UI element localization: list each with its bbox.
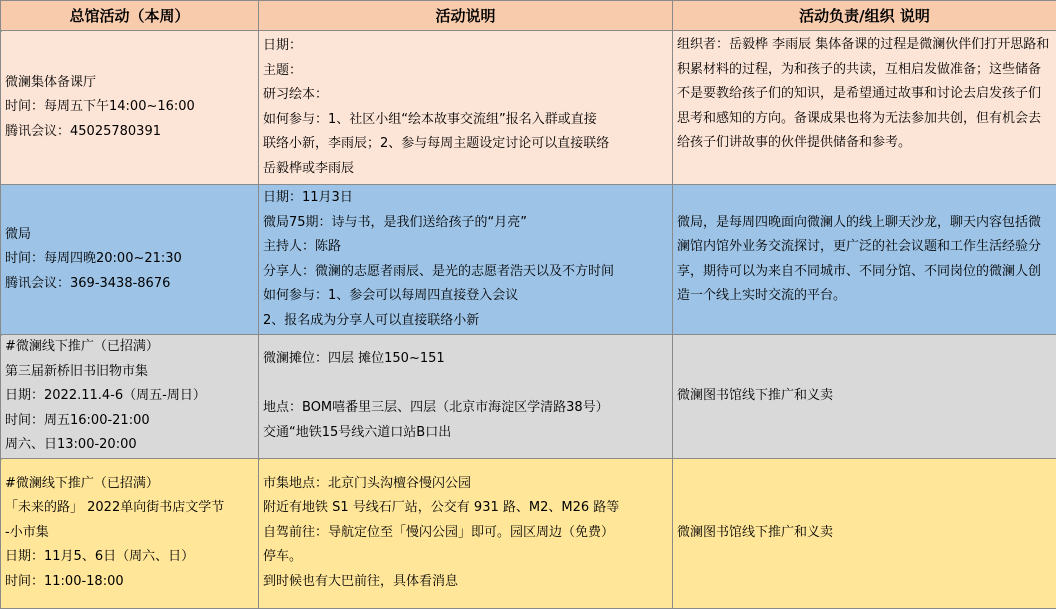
table-row (1, 31, 1056, 185)
table-row (1, 458, 1056, 608)
cell-line: 停车。 (263, 545, 668, 570)
cell-text: 微澜图书馆线下推广和义卖 (677, 388, 833, 403)
cell-line: 微澜集体备课厅 (5, 71, 254, 96)
cell-line: 地点：BOM嘻番里三层、四层（北京市海淀区学清路38号） (263, 396, 668, 421)
cell-line: 市集地点：北京门头沟檀谷慢闪公园 (263, 472, 668, 497)
cell-line: 「未来的路」 2022单向街书店文学节 (5, 496, 254, 521)
cell-text: 组织者：岳毅桦 李雨辰 集体备课的过程是微澜伙伴们打开思路和积累材料的过程，为和孩子的共读，互相启发做准备；这些储备不是要教给孩子们的知识，是希望通过故事和讨论去启发孩子们思考和感知的方向。备课成果也将为无法参加共创，但有机会去给孩子们讲故事的伙伴提供储备和参考。 (677, 37, 1049, 150)
header-organizer[interactable]: 活动负责/组织 说明 (673, 1, 1056, 31)
cell-organizer[interactable] (673, 458, 1056, 608)
cell-line: 时间：每周四晚20:00~21:30 (5, 247, 254, 272)
cell-activity[interactable] (1, 458, 259, 608)
cell-line: 交通“地铁15号线六道口站B口出 (263, 421, 668, 446)
cell-line: 微澜摊位：四层 摊位150~151 (263, 347, 668, 372)
cell-line: 日期： (263, 34, 668, 59)
cell-line: #微澜线下推广（已招满） (5, 335, 254, 360)
cell-line: 主题： (263, 59, 668, 84)
cell-line: 岳毅桦或李雨辰 (263, 157, 668, 182)
cell-organizer[interactable] (673, 31, 1056, 185)
cell-description[interactable] (259, 185, 673, 335)
cell-line: 到时候也有大巴前往，具体看消息 (263, 570, 668, 595)
cell-activity[interactable] (1, 31, 259, 185)
cell-text: 微局，是每周四晚面向微澜人的线上聊天沙龙，聊天内容包括微澜馆内馆外业务交流探讨，更广泛的社会议题和工作生活经验分享，期待可以为来自不同城市、不同分馆、不同岗位的微澜人创造一个线上实时交流的平台。 (677, 215, 1041, 304)
cell-line: 自驾前往：导航定位至「慢闪公园」即可。园区周边（免费） (263, 521, 668, 546)
cell-text: 微澜图书馆线下推广和义卖 (677, 525, 833, 540)
cell-line (263, 372, 668, 397)
cell-line: 周六、日13:00-20:00 (5, 433, 254, 458)
cell-line: 联络小新，李雨辰；2、参与每周主题设定讨论可以直接联络 (263, 132, 668, 157)
cell-line: 日期：11月3日 (263, 186, 668, 211)
cell-line: 日期：11月5、6日（周六、日） (5, 545, 254, 570)
cell-line: 时间：每周五下午14:00~16:00 (5, 95, 254, 120)
cell-line: 研习绘本： (263, 83, 668, 108)
cell-line: 附近有地铁 S1 号线石厂站，公交有 931 路、M2、M26 路等 (263, 496, 668, 521)
cell-line: -小市集 (5, 521, 254, 546)
cell-line: 腾讯会议：369-3438-8676 (5, 272, 254, 297)
cell-description[interactable] (259, 335, 673, 459)
cell-activity[interactable] (1, 335, 259, 459)
cell-line: 时间：11:00-18:00 (5, 570, 254, 595)
cell-line: 如何参与：1、参会可以每周四直接登入会议 (263, 284, 668, 309)
header-activity[interactable]: 总馆活动（本周） (1, 1, 259, 31)
cell-line: 微局 (5, 223, 254, 248)
cell-line: 腾讯会议：45025780391 (5, 120, 254, 145)
table-row (1, 335, 1056, 459)
cell-organizer[interactable] (673, 185, 1056, 335)
cell-line: 2、报名成为分享人可以直接联络小新 (263, 309, 668, 334)
cell-line: 时间：周五16:00-21:00 (5, 409, 254, 434)
table-row (1, 185, 1056, 335)
cell-description[interactable] (259, 31, 673, 185)
cell-line: 主持人：陈路 (263, 235, 668, 260)
header-row (1, 1, 1056, 31)
cell-line: 第三届新桥旧书旧物市集 (5, 360, 254, 385)
cell-line: 如何参与：1、社区小组“绘本故事交流组”报名入群或直接 (263, 108, 668, 133)
cell-activity[interactable] (1, 185, 259, 335)
cell-line: 分享人：微澜的志愿者雨辰、是光的志愿者浩天以及不方时间 (263, 260, 668, 285)
cell-line: 微局75期：诗与书，是我们送给孩子的“月亮” (263, 211, 668, 236)
cell-organizer[interactable] (673, 335, 1056, 459)
header-description[interactable]: 活动说明 (259, 1, 673, 31)
cell-description[interactable] (259, 458, 673, 608)
cell-line: 日期：2022.11.4-6（周五-周日） (5, 384, 254, 409)
cell-line: #微澜线下推广（已招满） (5, 472, 254, 497)
